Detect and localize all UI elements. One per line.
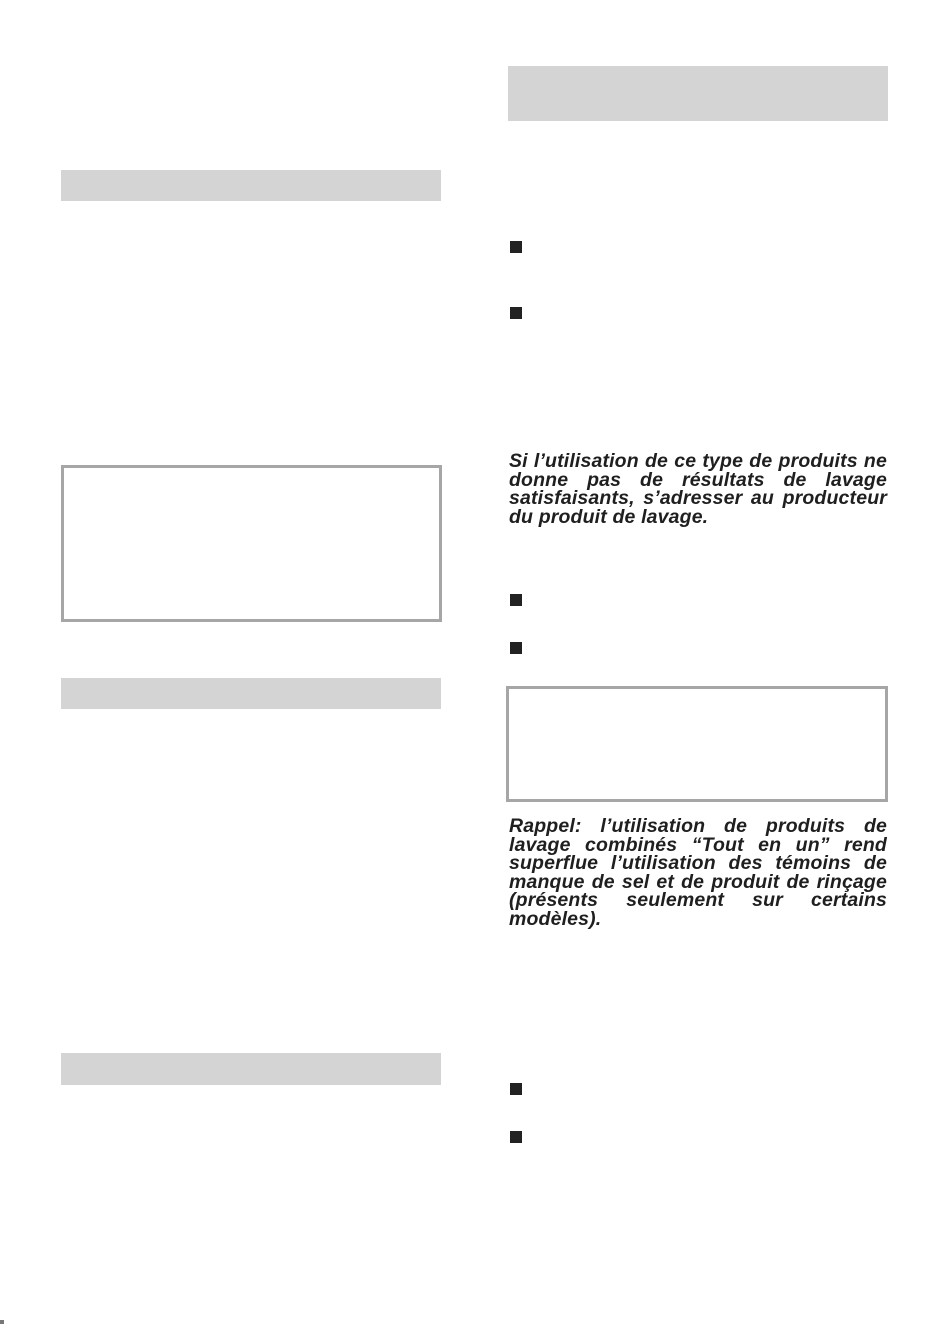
square-bullet-icon <box>510 594 522 606</box>
left-section-header-1 <box>61 170 441 201</box>
left-section-header-3 <box>61 1053 441 1085</box>
left-section-header-2 <box>61 678 441 709</box>
right-note-box <box>506 686 888 802</box>
square-bullet-icon <box>510 1083 522 1095</box>
paragraph-rappel: Rappel: l’utilisation de produits de lavage combinés “Tout en un” rend superflue l’utilisation des témoins de manque de sel et de produit de rinçage (présents seulement sur certains modèles). <box>509 815 887 930</box>
corner-crop-mark <box>0 1320 4 1324</box>
square-bullet-icon <box>510 1131 522 1143</box>
square-bullet-icon <box>510 642 522 654</box>
paragraph-satisfaction: Si l’utilisation de ce type de produits ne donne pas de résultats de lavage satisfaisants, s’adresser au producteur du produit de lavage. <box>509 450 887 528</box>
square-bullet-icon <box>510 307 522 319</box>
square-bullet-icon <box>510 241 522 253</box>
right-section-header <box>508 66 888 121</box>
left-note-box <box>61 465 442 622</box>
